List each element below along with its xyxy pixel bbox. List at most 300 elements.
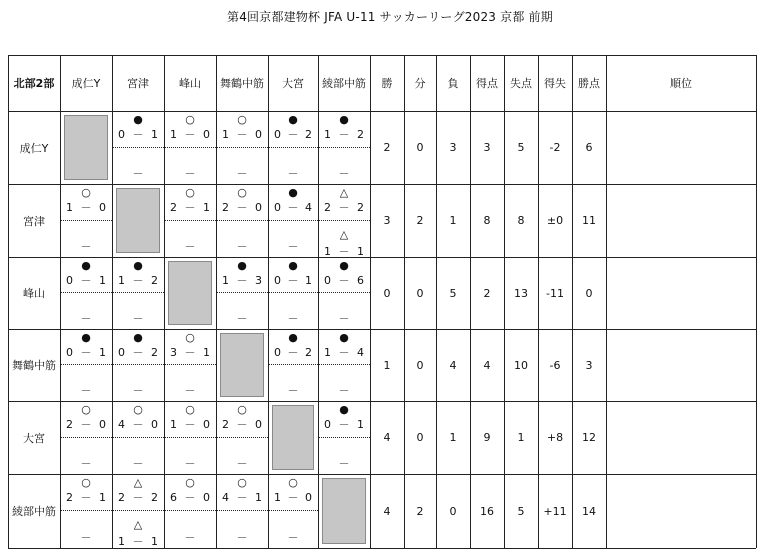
unplayed-mark: － bbox=[184, 384, 196, 397]
score-separator: － bbox=[338, 418, 350, 431]
match-result-cell bbox=[60, 329, 112, 401]
score-home: 1 bbox=[170, 418, 177, 431]
stat-cell: 2 bbox=[383, 141, 391, 154]
stat-cell: 9 bbox=[483, 431, 491, 444]
score-away: 2 bbox=[357, 128, 364, 141]
result-mark-icon: ● bbox=[339, 113, 349, 126]
match-result-cell bbox=[216, 401, 268, 474]
unplayed-mark: － bbox=[287, 384, 299, 397]
result-secondary bbox=[318, 293, 370, 329]
score-home: 0 bbox=[324, 418, 331, 431]
column-stat-header: 勝 bbox=[381, 77, 393, 90]
score-line bbox=[216, 419, 268, 431]
match-result-cell bbox=[318, 401, 370, 474]
score-away: 4 bbox=[357, 346, 364, 359]
result-mark-icon: ○ bbox=[185, 186, 195, 199]
score-line bbox=[268, 275, 318, 287]
score-separator: － bbox=[132, 128, 144, 141]
result-mark-icon: ● bbox=[288, 113, 298, 126]
score-away: 4 bbox=[305, 201, 312, 214]
match-result-cell bbox=[164, 329, 216, 401]
result-mark-icon: ○ bbox=[81, 186, 91, 199]
column-stat-header: 失点 bbox=[510, 77, 532, 90]
score-home: 2 bbox=[66, 418, 73, 431]
result-secondary bbox=[164, 365, 216, 401]
score-line bbox=[164, 492, 216, 504]
result-mark-icon: ● bbox=[288, 186, 298, 199]
self-match-shaded-cell bbox=[64, 115, 108, 180]
result-mark-icon: ● bbox=[288, 259, 298, 272]
score-away: 2 bbox=[305, 346, 312, 359]
score-home: 1 bbox=[324, 128, 331, 141]
column-team-header: 舞鶴中筋 bbox=[220, 77, 264, 90]
result-primary bbox=[268, 329, 318, 365]
score-line bbox=[60, 347, 112, 359]
match-result-cell bbox=[318, 111, 370, 184]
result-primary bbox=[268, 111, 318, 148]
score-line bbox=[268, 202, 318, 214]
score-line bbox=[318, 347, 370, 359]
unplayed-mark: － bbox=[236, 240, 248, 253]
score-separator: － bbox=[80, 491, 92, 504]
stat-cell: 0 bbox=[416, 358, 424, 372]
match-result-cell bbox=[60, 184, 112, 257]
result-secondary bbox=[164, 221, 216, 258]
result-primary bbox=[268, 257, 318, 293]
result-secondary bbox=[164, 438, 216, 475]
score-separator: － bbox=[287, 274, 299, 287]
score-separator: － bbox=[80, 274, 92, 287]
score-line bbox=[318, 275, 370, 287]
unplayed-mark: － bbox=[132, 167, 144, 180]
stat-cell: 0 bbox=[416, 141, 424, 154]
result-mark-icon: ● bbox=[237, 259, 247, 272]
score-line bbox=[216, 129, 268, 141]
result-primary bbox=[112, 474, 164, 511]
score-home: 1 bbox=[118, 274, 125, 287]
score-away: 1 bbox=[99, 274, 106, 287]
unplayed-mark: － bbox=[184, 457, 196, 470]
result-primary bbox=[268, 184, 318, 221]
unplayed-mark: － bbox=[236, 457, 248, 470]
score-home: 1 bbox=[118, 535, 125, 548]
stat-cell: 0 bbox=[416, 431, 424, 444]
result-mark-icon: △ bbox=[133, 518, 143, 531]
score-line bbox=[60, 419, 112, 431]
stat-cell: 5 bbox=[517, 141, 525, 154]
stat-cell: 8 bbox=[483, 214, 491, 227]
stat-cell: 1 bbox=[449, 214, 457, 227]
score-home: 1 bbox=[170, 128, 177, 141]
score-line bbox=[216, 492, 268, 504]
score-home: 0 bbox=[118, 128, 125, 141]
stat-cell: 5 bbox=[449, 286, 457, 300]
score-separator: － bbox=[132, 418, 144, 431]
stat-cell: 0 bbox=[449, 504, 457, 518]
score-line bbox=[216, 202, 268, 214]
score-line bbox=[164, 347, 216, 359]
match-result-cell bbox=[318, 184, 370, 257]
stat-cell: 2 bbox=[416, 214, 424, 227]
result-mark-icon: ○ bbox=[237, 403, 247, 416]
match-result-cell bbox=[216, 257, 268, 329]
score-away: 0 bbox=[255, 418, 262, 431]
score-home: 0 bbox=[274, 128, 281, 141]
score-away: 1 bbox=[255, 491, 262, 504]
result-primary bbox=[318, 111, 370, 148]
column-stat-header: 得失 bbox=[544, 77, 566, 90]
score-away: 1 bbox=[151, 128, 158, 141]
stat-cell: 0 bbox=[585, 286, 593, 300]
score-separator: － bbox=[338, 346, 350, 359]
score-home: 1 bbox=[274, 491, 281, 504]
score-away: 2 bbox=[151, 346, 158, 359]
result-primary bbox=[60, 329, 112, 365]
result-secondary bbox=[112, 438, 164, 475]
row-team-name: 大宮 bbox=[23, 431, 45, 445]
result-secondary bbox=[112, 293, 164, 329]
score-home: 1 bbox=[222, 274, 229, 287]
score-home: 1 bbox=[324, 346, 331, 359]
result-mark-icon: ○ bbox=[185, 331, 195, 344]
score-line bbox=[268, 129, 318, 141]
score-home: 2 bbox=[66, 491, 73, 504]
unplayed-mark: － bbox=[184, 531, 196, 544]
unplayed-mark: － bbox=[132, 384, 144, 397]
unplayed-mark: － bbox=[184, 167, 196, 180]
result-secondary bbox=[268, 293, 318, 329]
score-separator: － bbox=[184, 201, 196, 214]
unplayed-mark: － bbox=[338, 384, 350, 397]
row-team-name: 峰山 bbox=[23, 287, 45, 300]
stat-cell: 1 bbox=[517, 431, 525, 444]
score-separator: － bbox=[80, 346, 92, 359]
result-mark-icon: ● bbox=[133, 113, 143, 126]
result-primary bbox=[164, 111, 216, 148]
result-mark-icon: ○ bbox=[288, 476, 298, 489]
score-separator: － bbox=[80, 201, 92, 214]
unplayed-mark: － bbox=[132, 457, 144, 470]
result-primary bbox=[216, 257, 268, 293]
result-primary bbox=[112, 329, 164, 365]
stat-cell: 11 bbox=[582, 214, 596, 227]
row-team-name: 宮津 bbox=[23, 214, 45, 228]
match-result-cell bbox=[216, 111, 268, 184]
unplayed-mark: － bbox=[80, 384, 92, 397]
score-home: 1 bbox=[324, 244, 331, 258]
result-primary bbox=[60, 401, 112, 438]
score-away: 1 bbox=[203, 346, 210, 359]
match-result-cell bbox=[60, 401, 112, 474]
grid-line bbox=[8, 548, 756, 549]
column-stat-header: 勝点 bbox=[578, 77, 600, 90]
stat-cell: -6 bbox=[549, 358, 561, 372]
score-line bbox=[60, 202, 112, 214]
match-result-cell bbox=[268, 111, 318, 184]
score-line bbox=[268, 347, 318, 359]
match-result-cell bbox=[318, 329, 370, 401]
score-separator: － bbox=[184, 346, 196, 359]
stat-cell bbox=[606, 111, 756, 184]
score-away: 1 bbox=[305, 274, 312, 287]
result-primary bbox=[60, 474, 112, 511]
unplayed-mark: － bbox=[338, 312, 350, 325]
score-home: 4 bbox=[222, 491, 229, 504]
match-result-cell bbox=[112, 111, 164, 184]
score-home: 0 bbox=[274, 346, 281, 359]
result-mark-icon: ● bbox=[339, 403, 349, 416]
self-match-shaded-cell bbox=[220, 333, 264, 397]
score-away: 3 bbox=[255, 274, 262, 287]
grid-line bbox=[8, 401, 756, 402]
grid-line bbox=[8, 184, 756, 185]
stat-cell: 12 bbox=[582, 431, 596, 444]
unplayed-mark: － bbox=[80, 457, 92, 470]
result-primary bbox=[216, 184, 268, 221]
column-team-header: 綾部中筋 bbox=[322, 77, 366, 90]
column-stat-header: 順位 bbox=[670, 77, 692, 90]
row-team-name: 成仁Y bbox=[19, 141, 49, 155]
result-mark-icon: ● bbox=[339, 259, 349, 272]
score-separator: － bbox=[236, 128, 248, 141]
match-result-cell bbox=[268, 474, 318, 548]
result-secondary bbox=[60, 365, 112, 401]
match-result-cell bbox=[268, 329, 318, 401]
result-primary bbox=[216, 474, 268, 511]
score-separator: － bbox=[132, 491, 144, 504]
score-line bbox=[164, 129, 216, 141]
score-away: 0 bbox=[203, 491, 210, 504]
unplayed-mark: － bbox=[80, 531, 92, 544]
result-primary bbox=[318, 401, 370, 438]
unplayed-mark: － bbox=[236, 531, 248, 544]
stat-cell bbox=[606, 329, 756, 401]
result-secondary bbox=[318, 438, 370, 475]
result-mark-icon: ● bbox=[288, 331, 298, 344]
row-team-name: 綾部中筋 bbox=[12, 505, 56, 518]
score-line bbox=[318, 129, 370, 141]
score-away: 0 bbox=[99, 201, 106, 214]
score-away: 2 bbox=[305, 128, 312, 141]
stat-cell: 3 bbox=[585, 358, 593, 372]
result-secondary bbox=[318, 221, 370, 258]
score-separator: － bbox=[132, 535, 144, 548]
score-away: 0 bbox=[255, 128, 262, 141]
result-primary bbox=[60, 257, 112, 293]
result-secondary bbox=[268, 221, 318, 258]
match-result-cell bbox=[60, 257, 112, 329]
unplayed-mark: － bbox=[338, 167, 350, 180]
self-match-shaded-cell bbox=[272, 405, 314, 470]
stat-cell bbox=[606, 401, 756, 474]
grid-line bbox=[8, 474, 756, 475]
match-result-cell bbox=[216, 474, 268, 548]
score-separator: － bbox=[287, 128, 299, 141]
score-separator: － bbox=[287, 346, 299, 359]
unplayed-mark: － bbox=[236, 167, 248, 180]
stat-cell: 6 bbox=[585, 141, 593, 154]
match-result-cell bbox=[60, 474, 112, 548]
score-away: 1 bbox=[357, 418, 364, 431]
score-away: 1 bbox=[151, 535, 158, 548]
result-primary bbox=[318, 257, 370, 293]
stat-cell: 3 bbox=[483, 141, 491, 154]
match-result-cell bbox=[164, 184, 216, 257]
score-separator: － bbox=[338, 128, 350, 141]
stat-cell: 3 bbox=[449, 141, 457, 154]
unplayed-mark: － bbox=[287, 240, 299, 253]
result-mark-icon: △ bbox=[133, 476, 143, 489]
result-primary bbox=[216, 401, 268, 438]
result-primary bbox=[318, 184, 370, 221]
result-primary bbox=[164, 401, 216, 438]
score-separator: － bbox=[132, 274, 144, 287]
stat-cell: ±0 bbox=[546, 214, 564, 227]
score-home: 2 bbox=[324, 201, 331, 214]
score-line bbox=[216, 275, 268, 287]
score-away: 1 bbox=[357, 244, 364, 258]
result-primary bbox=[318, 329, 370, 365]
self-match-shaded-cell bbox=[168, 261, 212, 325]
score-line bbox=[164, 419, 216, 431]
stat-cell: -2 bbox=[549, 141, 561, 154]
unplayed-mark: － bbox=[287, 167, 299, 180]
result-mark-icon: △ bbox=[339, 227, 349, 241]
score-home: 2 bbox=[170, 201, 177, 214]
score-home: 6 bbox=[170, 491, 177, 504]
stat-cell: 4 bbox=[383, 431, 391, 444]
score-separator: － bbox=[184, 418, 196, 431]
match-result-cell bbox=[318, 257, 370, 329]
stat-cell: 1 bbox=[449, 431, 457, 444]
unplayed-mark: － bbox=[287, 531, 299, 544]
stat-cell: 4 bbox=[449, 358, 457, 372]
result-secondary bbox=[216, 221, 268, 258]
stat-cell bbox=[606, 184, 756, 257]
result-mark-icon: △ bbox=[339, 186, 349, 199]
score-separator: － bbox=[287, 491, 299, 504]
result-secondary bbox=[112, 511, 164, 548]
grid-line bbox=[8, 111, 756, 112]
stat-cell: 16 bbox=[480, 504, 494, 518]
score-away: 0 bbox=[203, 128, 210, 141]
stat-cell: 10 bbox=[514, 358, 528, 372]
stat-cell: 13 bbox=[514, 286, 528, 300]
result-mark-icon: ○ bbox=[185, 113, 195, 126]
unplayed-mark: － bbox=[236, 312, 248, 325]
result-mark-icon: ○ bbox=[237, 186, 247, 199]
score-away: 1 bbox=[99, 491, 106, 504]
result-mark-icon: ○ bbox=[185, 476, 195, 489]
score-line bbox=[112, 419, 164, 431]
result-secondary bbox=[216, 293, 268, 329]
grid-line bbox=[756, 55, 757, 548]
score-away: 0 bbox=[255, 201, 262, 214]
result-secondary bbox=[268, 148, 318, 185]
stat-cell bbox=[606, 257, 756, 329]
result-secondary bbox=[216, 438, 268, 475]
score-separator: － bbox=[338, 201, 350, 214]
score-line bbox=[318, 419, 370, 431]
match-result-cell bbox=[268, 257, 318, 329]
score-home: 1 bbox=[222, 128, 229, 141]
column-stat-header: 得点 bbox=[476, 77, 498, 90]
score-away: 0 bbox=[305, 491, 312, 504]
result-mark-icon: ● bbox=[133, 259, 143, 272]
result-secondary bbox=[268, 365, 318, 401]
unplayed-mark: － bbox=[80, 312, 92, 325]
score-home: 0 bbox=[66, 346, 73, 359]
result-secondary bbox=[60, 221, 112, 258]
score-away: 1 bbox=[203, 201, 210, 214]
result-mark-icon: ○ bbox=[185, 403, 195, 416]
score-separator: － bbox=[184, 128, 196, 141]
stat-cell: 2 bbox=[416, 504, 424, 518]
score-line bbox=[164, 202, 216, 214]
score-separator: － bbox=[132, 346, 144, 359]
score-away: 0 bbox=[151, 418, 158, 431]
match-result-cell bbox=[112, 401, 164, 474]
unplayed-mark: － bbox=[80, 240, 92, 253]
result-mark-icon: ○ bbox=[81, 476, 91, 489]
stat-cell: 1 bbox=[383, 358, 391, 372]
score-separator: － bbox=[236, 418, 248, 431]
grid-line bbox=[8, 55, 756, 56]
result-mark-icon: ○ bbox=[133, 403, 143, 416]
result-secondary bbox=[268, 511, 318, 548]
score-home: 0 bbox=[66, 274, 73, 287]
score-line bbox=[318, 246, 370, 258]
score-home: 4 bbox=[118, 418, 125, 431]
result-primary bbox=[164, 329, 216, 365]
stat-cell: 2 bbox=[483, 286, 491, 300]
column-team-header: 宮津 bbox=[127, 77, 149, 90]
self-match-shaded-cell bbox=[322, 478, 366, 544]
stat-cell: +8 bbox=[546, 431, 564, 444]
stat-cell: 8 bbox=[517, 214, 525, 227]
score-home: 0 bbox=[118, 346, 125, 359]
score-home: 2 bbox=[222, 418, 229, 431]
stat-cell: 0 bbox=[383, 286, 391, 300]
result-secondary bbox=[60, 438, 112, 475]
result-secondary bbox=[318, 365, 370, 401]
score-away: 2 bbox=[151, 274, 158, 287]
page-title: 第4回京都建物杯 JFA U-11 サッカーリーグ2023 京都 前期 bbox=[227, 10, 553, 24]
result-secondary bbox=[60, 293, 112, 329]
score-home: 2 bbox=[222, 201, 229, 214]
stat-cell: 3 bbox=[383, 214, 391, 227]
result-secondary bbox=[112, 365, 164, 401]
result-secondary bbox=[216, 148, 268, 185]
result-secondary bbox=[112, 148, 164, 185]
unplayed-mark: － bbox=[184, 240, 196, 253]
score-separator: － bbox=[236, 491, 248, 504]
stat-cell: 0 bbox=[416, 286, 424, 300]
match-result-cell bbox=[112, 474, 164, 548]
result-primary bbox=[268, 474, 318, 511]
result-mark-icon: ○ bbox=[81, 403, 91, 416]
result-primary bbox=[164, 184, 216, 221]
match-result-cell bbox=[112, 257, 164, 329]
score-away: 0 bbox=[203, 418, 210, 431]
column-stat-header: 負 bbox=[447, 77, 459, 90]
score-line bbox=[268, 492, 318, 504]
match-result-cell bbox=[164, 474, 216, 548]
row-team-name: 舞鶴中筋 bbox=[12, 359, 56, 372]
stat-cell: 4 bbox=[383, 504, 391, 518]
result-secondary bbox=[216, 511, 268, 548]
column-team-header: 峰山 bbox=[179, 77, 201, 90]
